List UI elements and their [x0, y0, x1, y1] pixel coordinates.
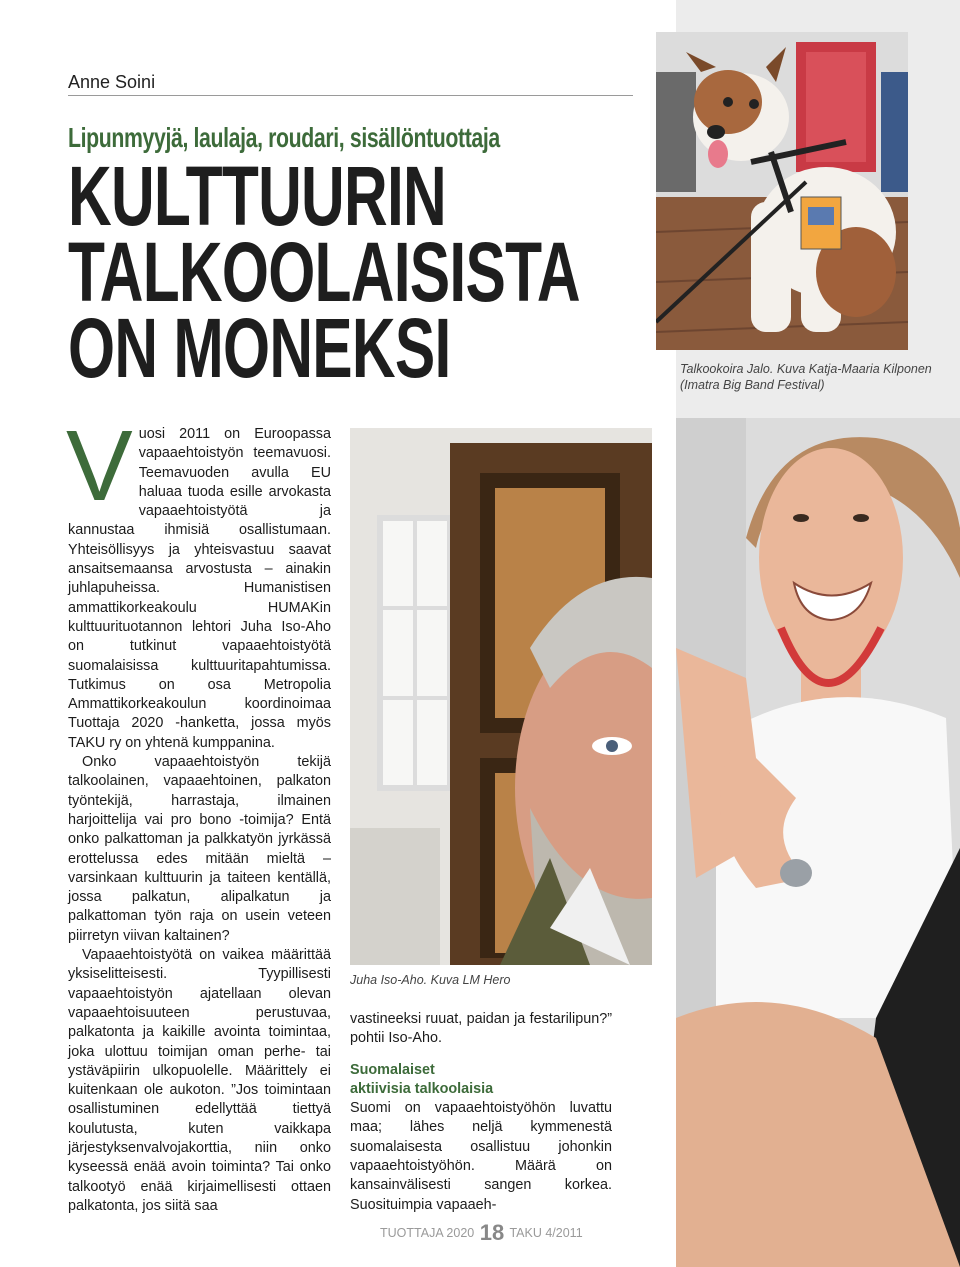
- paragraph-2: Onko vapaaehtoistyön tekijä talkoolainen, vapaaehtoinen, palkaton työntekijä, harrastaja, ilmainen harjoittelija vai pro bono -toimija? Entä onko palkattoman ja palkkatyön jyrkässä erottelussa edes mitään mieltä – varsinkaan kulttuurin ja taiteen kentällä, jossa palkatun, alipalkatun ja palkattoman työn raja on usein veteen piirretyn viivan kaltainen?: [68, 754, 331, 944]
- volunteer-photo: [676, 418, 960, 1267]
- headline-line-1: KULTTUURIN: [68, 149, 447, 243]
- paragraph-1: [66, 410, 331, 753]
- drop-cap: V: [66, 410, 133, 522]
- paragraph-3: Vapaaehtoistyötä on vaikea määrittää yksiselitteisesti. Tyypillisesti vapaaehtoistyön ajatellaan olevan vapaaehtoisuuteen perustuvaa, palkatonta ja kaikille avointa toimintaa, joka ulottuu toimijan oman perhe- tai ystäväpiirin ulkopuolelle. Määrittely ei kuitenkaan ole aukoton. ”Jos toimintaan osallistuminen edellyttää tiettyä koulutusta, kuten vaikkapa järjestyksenvalvojakorttia, niin onko kyseessä enää avoin toiminta? Tai onko talkootyö enää kirjaimellisesti ottaen palkatonta, jos siitä saa: [68, 947, 331, 1214]
- juha-iso-aho-photo: [350, 428, 652, 965]
- footer-publication: TUOTTAJA 2020: [380, 1226, 475, 1240]
- dog-illustration: [656, 32, 908, 350]
- juha-illustration: [350, 428, 652, 965]
- page-number: 18: [479, 1220, 505, 1245]
- footer-issue: TAKU 4/2011: [509, 1226, 583, 1240]
- juha-photo-caption: Juha Iso-Aho. Kuva LM Hero: [350, 973, 511, 987]
- subheading-line-2: aktiivisia talkoolaisia: [350, 1080, 494, 1097]
- volunteer-illustration: [676, 418, 960, 1267]
- page-footer: [380, 1220, 583, 1246]
- dog-photo: [656, 32, 908, 350]
- byline-divider: [68, 95, 633, 96]
- article-column-2: [350, 1010, 612, 1215]
- headline-kicker: Lipunmyyjä, laulaja, roudari, sisällöntuottaja: [68, 122, 500, 153]
- subheading-line-1: Suomalaiset: [350, 1061, 435, 1078]
- author-byline: Anne Soini: [68, 72, 156, 92]
- column-2-body: Suomi on vapaaehtoistyöhön luvattu maa; lähes neljä kymmenestä suomalaisesta osallistuu johonkin vapaaehtoistyöhön. Määrä on kansainvälisesti sangen korkea. Suosituimpia vapaaeh-: [350, 1100, 612, 1213]
- column-2-intro: vastineeksi ruuat, paidan ja festarilipun?” pohtii Iso-Aho.: [350, 1011, 612, 1047]
- headline: [68, 149, 586, 395]
- dog-caption-line-1: Talkookoira Jalo. Kuva Katja-Maaria Kilponen: [680, 362, 932, 376]
- dog-photo-caption: [680, 361, 950, 393]
- article-column-1: [66, 410, 331, 1216]
- headline-line-3: ON MONEKSI: [68, 301, 451, 395]
- subheading: [350, 1061, 612, 1100]
- headline-line-2: TALKOOLAISISTA: [68, 225, 580, 319]
- paragraph-1-text: uosi 2011 on Euroopassa vapaaehtoistyön teemavuosi. Teemavuoden avulla EU haluaa tuoda esille arvokasta vapaaehtoistyötä ja kannustaa ihmisiä osallistumaan. Yhteisöllisyys ja yhteisvastuu saavat ansaitsemaansa arvostusta – ainakin juhlapuheissa. Humanistisen ammattikorkeakoulu HUMAKin kulttuurituotannon lehtori Juha Iso-Aho on tutkinut vapaaehtoistyötä suomalaisissa kulttuuritapahtumissa. Tutkimus on osa Metropolia Ammattikorkeakoulun koordinoimaa Tuottaja 2020 -hanketta, jossa myös TAKU ry on yhtenä kumppanina.: [68, 426, 331, 751]
- dog-caption-line-2: (Imatra Big Band Festival): [680, 378, 825, 392]
